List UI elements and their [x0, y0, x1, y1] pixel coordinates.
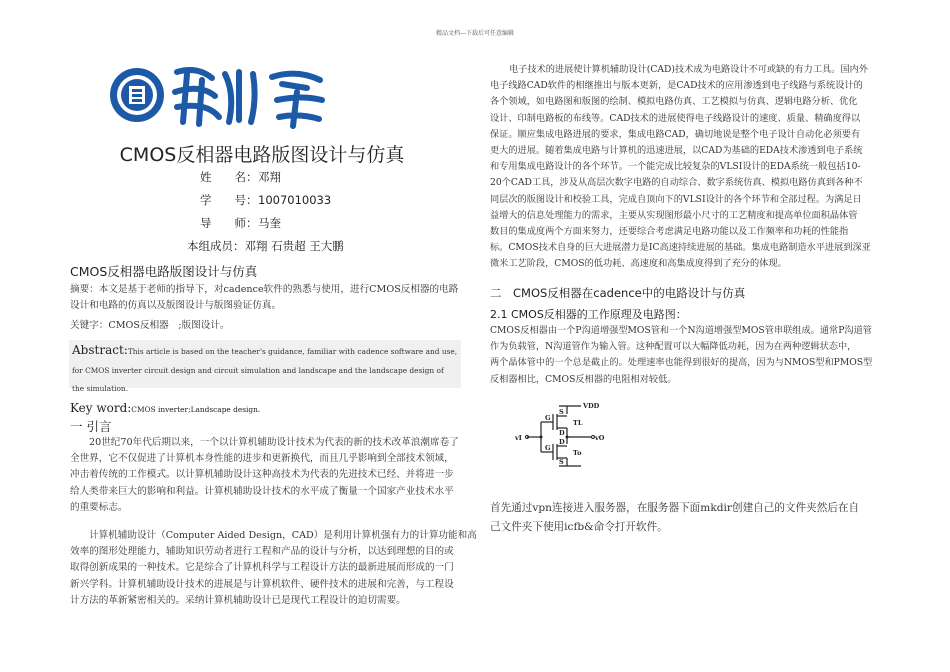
- text-line: 更大的进展。随着集成电路与计算机的迅速进展，以CAD为基础的EDA技术渗透到电子系统: [490, 145, 863, 157]
- text-line: 冲击着传统的工作模式。以计算机辅助设计这种高技术为代表的先进技术已经、并将进一步: [70, 469, 454, 481]
- inverter-circuit-diagram: [507, 400, 609, 474]
- section-2-heading: 二 CMOS反相器在cadence中的电路设计与仿真: [490, 286, 746, 300]
- s-label: S: [559, 458, 564, 466]
- abstract-en-box: [69, 340, 461, 393]
- id-value: 1007010033: [258, 193, 332, 207]
- input-node: [540, 436, 543, 439]
- keyword-en-label: Key word:: [70, 401, 132, 415]
- vdd-label: VDD: [583, 402, 600, 410]
- tutor-row: [200, 215, 281, 231]
- abstract-cn: 摘要：本文是基于老师的指导下，对cadence软件的熟悉与使用，进行CMOS反相器的电路设计和电路的仿真以及版图设计与版图验证仿真。: [70, 284, 459, 312]
- text-line: 给人类带来巨大的影响和利益。计算机辅助设计技术的水平成了衡量一个国家产业技术水平: [70, 485, 454, 497]
- text-line: 同层次的版图设计和校验工具，完成自顶向下的VLSI设计的各个环节和全部过程。为满足日: [490, 193, 862, 205]
- text-line: 保证。顺应集成电路进展的要求，集成电路CAD，确切地说是整个电子设计自动化必须要有: [490, 128, 861, 140]
- keywords-cn: 关键字：CMOS反相器 ;版图设计。: [70, 320, 230, 331]
- text-line: 计算机辅助设计（Computer Aided Design，CAD）是利用计算机强有力的计算功能和高: [89, 530, 477, 541]
- text-line: 两个晶体管中的一个总是截止的。处理速率也能得到很好的提高，因为与NMOS型和PMOS型: [490, 357, 873, 369]
- s-label: S: [559, 408, 564, 416]
- text-line: 数目的集成度两个方面来努力，还要综合考虑满足电路功能以及工作频率和功耗的性能指: [490, 226, 849, 238]
- text-line: 微米工艺阶段，CMOS的低功耗、高速度和高集成度得到了充分的体现。: [490, 258, 787, 270]
- intro-paragraph-1: [70, 435, 465, 516]
- header-note: 精品文档---下载后可任意编辑: [435, 30, 515, 37]
- text-line: 反相器相比，CMOS反相器的电阻相对较低。: [490, 373, 677, 385]
- cmos-inverter-schematic: [507, 400, 609, 474]
- g-label: G: [545, 444, 551, 452]
- text-line: 效率的图形处理能力，辅助知识劳动者进行工程和产品的设计与分析，以达到理想的目的或: [70, 546, 454, 558]
- d-label: D: [559, 438, 565, 446]
- right-paragraph-3: [490, 499, 885, 537]
- vo-label: vO: [595, 434, 605, 442]
- tutor-label: 导 师：: [200, 216, 258, 230]
- university-logo: [107, 62, 357, 132]
- vi-label: vI: [515, 434, 522, 442]
- seal-icon: [107, 62, 357, 132]
- text-line: 首先通过vpn连接进入服务器，在服务器下面mkdir创建自己的文件夹然后在自: [490, 502, 860, 514]
- intro-paragraph-2: [70, 528, 477, 609]
- name-label: 姓 名：: [200, 170, 258, 184]
- subtitle: CMOS反相器电路版图设计与仿真: [70, 264, 258, 279]
- keyword-en: [70, 397, 260, 416]
- abstract-en-label: Abstract:: [72, 343, 128, 357]
- text-line: 20世纪70年代后期以来，一个以计算机辅助设计技术为代表的新的技术改革浪潮席卷了: [89, 437, 459, 448]
- name-value: 邓翔: [258, 170, 281, 184]
- right-paragraph-1: [490, 62, 885, 273]
- text-line: 己文件夹下使用icfb&命令打开软件。: [490, 521, 668, 533]
- text-line: 各个领域，如电路图和版图的绘制、模拟电路仿真、工艺模拟与仿真、逻辑电路分析、优化: [490, 96, 858, 108]
- text-line: 作为负载管，N沟道管作为输入管。这种配置可以大幅降低功耗，因为在两种逻辑状态中，: [490, 341, 857, 353]
- keyword-en-text: CMOS inverter;Landscape design.: [131, 405, 261, 414]
- text-line: 电子线路CAD软件的相继推出与版本更新，是CAD技术的应用渗透到电子线路与系统设计的: [490, 80, 863, 92]
- id-label: 学 号：: [200, 193, 258, 207]
- text-line: 计方法的革新紧密相关的。采纳计算机辅助设计已是现代工程设计的迫切需要。: [70, 594, 406, 606]
- abstract-en-line: This article is based on the teacher's guidance, familiar with cadence software and use,: [127, 347, 458, 356]
- d-label: D: [559, 429, 565, 437]
- author-name-row: [200, 169, 281, 185]
- subsection-2-1-heading: 2.1 CMOS反相器的工作原理及电路图：: [490, 308, 687, 321]
- text-line: 20个CAD工具，涉及从高层次数字电路的自动综合、数字系统仿真、模拟电路仿真到各种不: [490, 177, 863, 189]
- document-title: CMOS反相器电路版图设计与仿真: [119, 144, 405, 166]
- g-label: G: [545, 414, 551, 422]
- text-line: 电子技术的进展使计算机辅助设计(CAD)技术成为电路设计不可或缺的有力工具。国内外: [509, 64, 868, 75]
- text-line: 取得创新成果的一种技术。它是综合了计算机科学与工程设计方法的最新进展而形成的一门: [70, 562, 454, 574]
- right-paragraph-2: [490, 323, 885, 388]
- text-line: 全世界，它不仅促进了计算机本身性能的进步和更新换代，而且几乎影响到全部技术领域，: [70, 453, 454, 465]
- group-members: 本组成员：邓翔 石贵超 王大鹏: [187, 239, 344, 253]
- to-label: To: [573, 449, 582, 457]
- section-1-heading: 一 引言: [70, 419, 112, 434]
- text-line: 的重要标志。: [70, 501, 128, 513]
- text-line: 设计、印制电路板的布线等。CAD技术的进展使得电子线路设计的速度、质量、精确度得以: [490, 112, 861, 124]
- student-id-row: [200, 192, 331, 208]
- tutor-value: 马奎: [258, 216, 281, 230]
- text-line: 和专用集成电路设计的各个环节。一个能完成比较复杂的VLSI设计的EDA系统一般包括10-: [490, 161, 861, 173]
- text-line: CMOS反相器由一个P沟道增强型MOS管和一个N沟道增强型MOS管串联组成。通常P沟道管: [490, 325, 872, 336]
- abstract-en-line: the simulation.: [72, 384, 129, 393]
- tl-label: TL: [573, 419, 583, 427]
- abstract-en-line: for CMOS inverter circuit design and circuit simulation and landscape and the landscape design of: [72, 365, 444, 375]
- text-line: 益增大的信息处理能力的需求，主要从实现图形最小尺寸的工艺精度和提高单位面积晶体管: [490, 209, 858, 221]
- text-line: 标。CMOS技术自身的巨大进展潜力是IC高速持续进展的基础。集成电路制造水平进展到深亚: [490, 242, 871, 254]
- output-node: [566, 436, 569, 439]
- text-line: 新兴学科。计算机辅助设计技术的进展是与计算机软件、硬件技术的进展和完善，与工程设: [70, 578, 454, 590]
